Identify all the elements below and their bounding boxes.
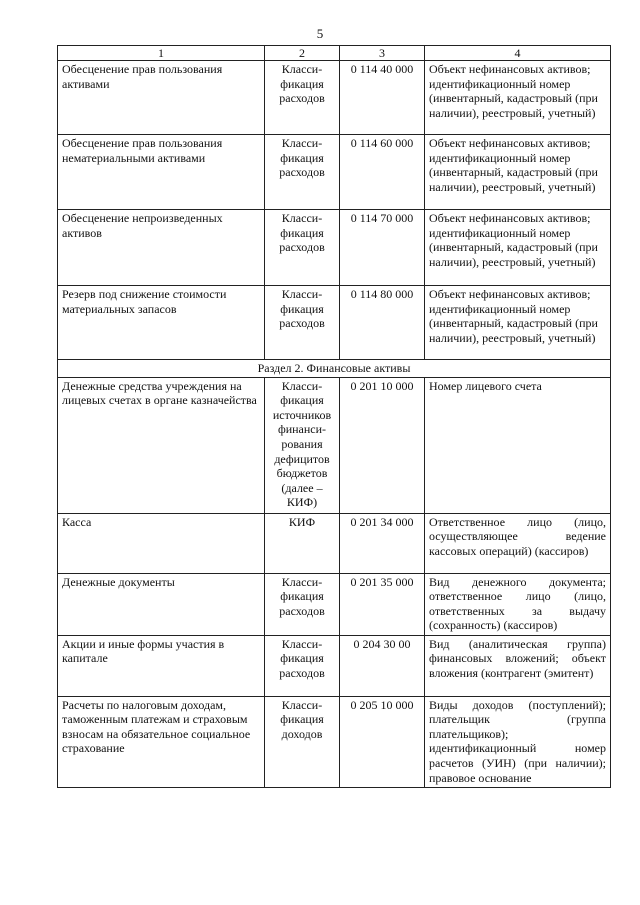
column-header-4: 4 xyxy=(425,46,611,61)
account-code: 0 114 60 000 xyxy=(340,135,425,210)
analytics-details: Вид денежного документа; ответственное лицо (лицо, ответственных за выдачу (сохранность) (кассиров) xyxy=(425,573,611,635)
table-row xyxy=(58,696,611,787)
account-name: Обесценение непроизведенных активов xyxy=(58,210,265,286)
account-name: Касса xyxy=(58,513,265,573)
classification: Класси- фикация расходов xyxy=(265,573,340,635)
account-code: 0 201 34 000 xyxy=(340,513,425,573)
classification: Класси- фикация расходов xyxy=(265,135,340,210)
table-row xyxy=(58,513,611,573)
page-number: 5 xyxy=(316,26,324,41)
table-row xyxy=(58,210,611,286)
table-row xyxy=(58,61,611,135)
table-row xyxy=(58,377,611,513)
account-name: Обесценение прав пользования нематериальными активами xyxy=(58,135,265,210)
table-row xyxy=(58,635,611,696)
table-row xyxy=(58,573,611,635)
column-header-3: 3 xyxy=(340,46,425,61)
column-header-1: 1 xyxy=(58,46,265,61)
account-name: Денежные средства учреждения на лицевых счетах в органе казначейства xyxy=(58,377,265,513)
accounts-table xyxy=(57,45,611,788)
analytics-details: Объект нефинансовых активов; идентификационный номер (инвентарный, кадастровый (при наличии), реестровый, учетный) xyxy=(425,286,611,360)
analytics-details: Объект нефинансовых активов; идентификационный номер (инвентарный, кадастровый (при наличии), реестровый, учетный) xyxy=(425,210,611,286)
account-name: Акции и иные формы участия в капитале xyxy=(58,635,265,696)
account-code: 0 205 10 000 xyxy=(340,696,425,787)
analytics-details: Объект нефинансовых активов; идентификационный номер (инвентарный, кадастровый (при наличии), реестровый, учетный) xyxy=(425,135,611,210)
account-code: 0 201 35 000 xyxy=(340,573,425,635)
classification: Класси- фикация расходов xyxy=(265,286,340,360)
classification: Класси- фикация источников финанси- рования дефицитов бюджетов (далее – КИФ) xyxy=(265,377,340,513)
column-number-row xyxy=(58,46,611,61)
table-row xyxy=(58,135,611,210)
account-code: 0 201 10 000 xyxy=(340,377,425,513)
analytics-details: Вид (аналитическая группа) финансовых вложений; объект вложения (контрагент (эмитент) xyxy=(425,635,611,696)
classification: Класси- фикация расходов xyxy=(265,61,340,135)
account-code: 0 204 30 00 xyxy=(340,635,425,696)
classification: КИФ xyxy=(265,513,340,573)
section-title: Раздел 2. Финансовые активы xyxy=(58,360,611,378)
analytics-details: Виды доходов (поступлений); плательщик (группа плательщиков); идентификационный номер расчетов (УИН) (при наличии); правовое основание xyxy=(425,696,611,787)
section-row xyxy=(58,360,611,378)
classification: Класси- фикация расходов xyxy=(265,210,340,286)
column-header-2: 2 xyxy=(265,46,340,61)
classification: Класси- фикация расходов xyxy=(265,635,340,696)
account-code: 0 114 40 000 xyxy=(340,61,425,135)
table-row xyxy=(58,286,611,360)
classification: Класси- фикация доходов xyxy=(265,696,340,787)
analytics-details: Объект нефинансовых активов; идентификационный номер (инвентарный, кадастровый (при наличии), реестровый, учетный) xyxy=(425,61,611,135)
account-code: 0 114 70 000 xyxy=(340,210,425,286)
analytics-details: Номер лицевого счета xyxy=(425,377,611,513)
account-name: Денежные документы xyxy=(58,573,265,635)
account-name: Расчеты по налоговым доходам, таможенным платежам и страховым взносам на обязательное социальное страхование xyxy=(58,696,265,787)
analytics-details: Ответственное лицо (лицо, осуществляющее ведение кассовых операций) (кассиров) xyxy=(425,513,611,573)
account-name: Резерв под снижение стоимости материальных запасов xyxy=(58,286,265,360)
account-code: 0 114 80 000 xyxy=(340,286,425,360)
account-name: Обесценение прав пользования активами xyxy=(58,61,265,135)
